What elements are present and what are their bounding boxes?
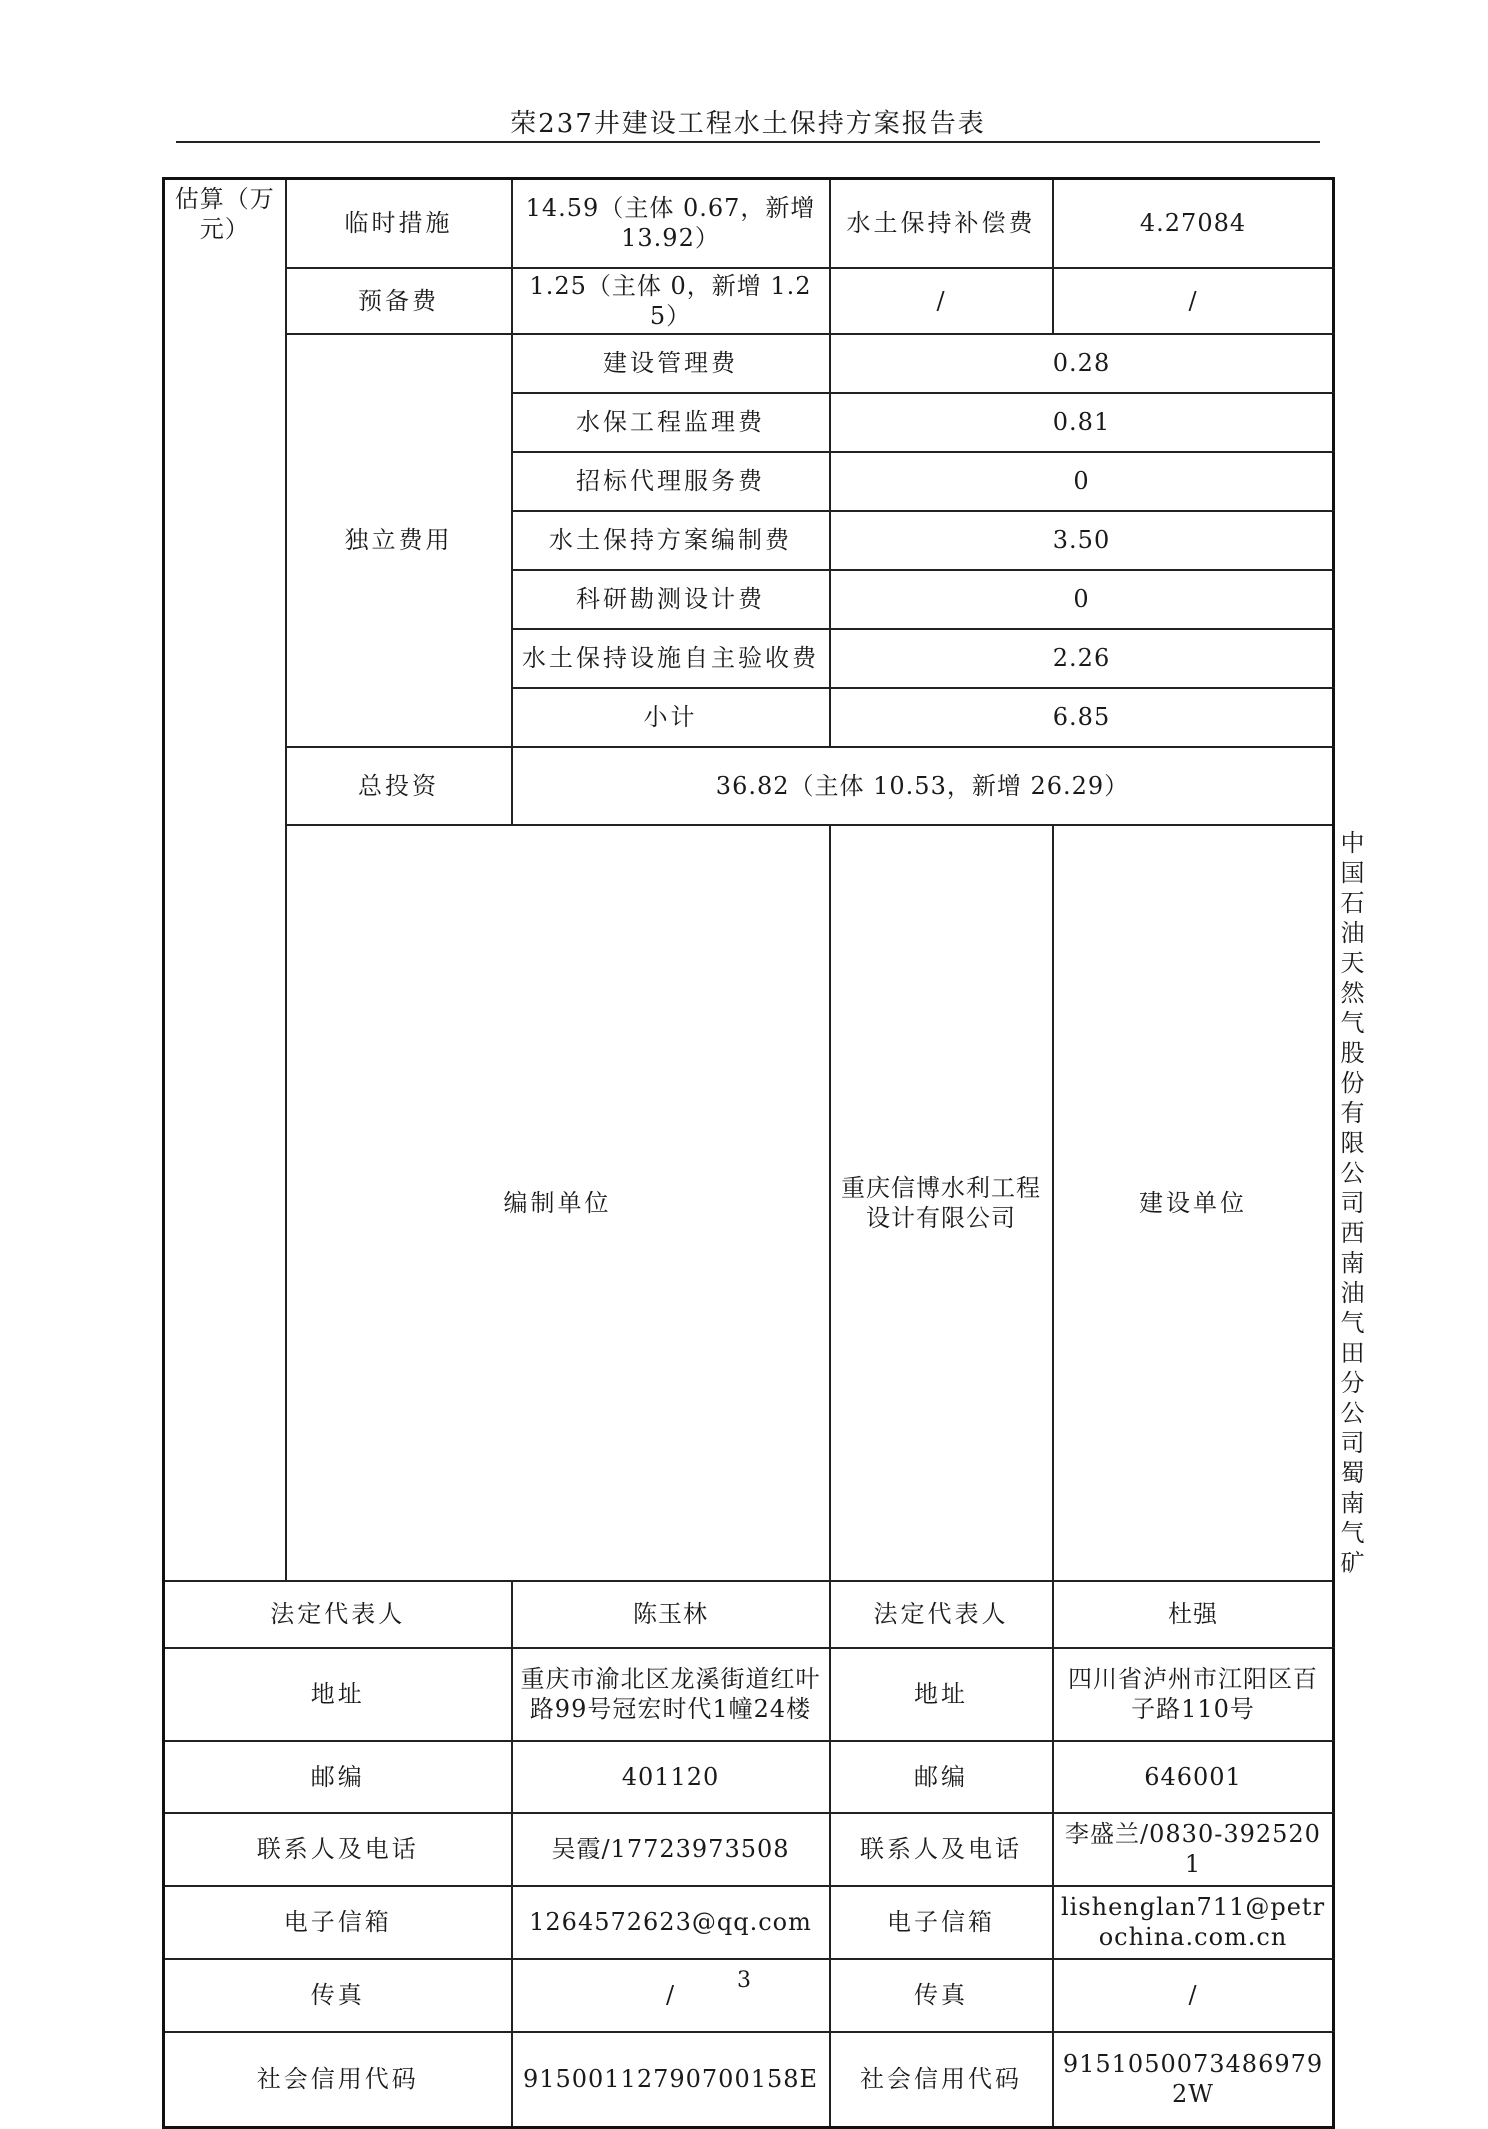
row-value: 401120 bbox=[512, 1741, 830, 1813]
header-divider bbox=[176, 141, 1320, 143]
total-investment-value: 36.82（主体 10.53，新增 26.29） bbox=[512, 747, 1334, 825]
independent-item-name: 水保工程监理费 bbox=[512, 393, 830, 452]
independent-item-value: 3.50 bbox=[830, 511, 1334, 570]
row-value: 陈玉林 bbox=[512, 1581, 830, 1648]
independent-fees-label: 独立费用 bbox=[286, 334, 512, 747]
row-label: 地址 bbox=[830, 1648, 1053, 1741]
total-investment-label: 总投资 bbox=[286, 747, 512, 825]
row-value: 重庆市渝北区龙溪街道红叶路99号冠宏时代1幢24楼 bbox=[512, 1648, 830, 1741]
row-value: 1264572623@qq.com bbox=[512, 1886, 830, 1959]
row-value: 吴霞/17723973508 bbox=[512, 1813, 830, 1886]
row-label: 传真 bbox=[830, 1959, 1053, 2032]
row-value: 91500112790700158E bbox=[512, 2032, 830, 2128]
reserve-empty-cell: / bbox=[830, 268, 1053, 334]
independent-item-value: 0 bbox=[830, 570, 1334, 629]
independent-item-value: 0.81 bbox=[830, 393, 1334, 452]
row-label: 联系人及电话 bbox=[830, 1813, 1053, 1886]
independent-item-value: 0.28 bbox=[830, 334, 1334, 393]
row-label: 电子信箱 bbox=[164, 1886, 512, 1959]
temporary-measures-label: 临时措施 bbox=[286, 179, 512, 268]
row-label: 电子信箱 bbox=[830, 1886, 1053, 1959]
row-label: 社会信用代码 bbox=[164, 2032, 512, 2128]
page-number: 3 bbox=[737, 1968, 751, 1993]
independent-subtotal-label: 小计 bbox=[512, 688, 830, 747]
independent-item-name: 招标代理服务费 bbox=[512, 452, 830, 511]
row-value: lishenglan711@petrochina.com.cn bbox=[1053, 1886, 1334, 1959]
compensation-fee-label: 水土保持补偿费 bbox=[830, 179, 1053, 268]
independent-subtotal-value: 6.85 bbox=[830, 688, 1334, 747]
reserve-fee-label: 预备费 bbox=[286, 268, 512, 334]
row-value: 四川省泸州市江阳区百子路110号 bbox=[1053, 1648, 1334, 1741]
row-value: / bbox=[512, 1959, 830, 2032]
row-value: 杜强 bbox=[1053, 1581, 1334, 1648]
report-table: 估算（万元） 临时措施 14.59（主体 0.67，新增 13.92） 水土保持补偿费 4.27084 预备费 1.25（主体 0，新增 1.25） / / 独立费用 建设管理费 0.28 水保工程监理费 0.81 招标代理服务费 0 水土保持方案编制费 3.50 科研勘测设计费 0 水土保持设施自主验收费 2.26 小计 6.85 总投资 36.82（主体 10.53，新增 26.29） 编制单位 重庆信博水利工程设计有限公司 建设单位 中国石油天然气股份有限公司西南油气田分公司蜀南气矿 法定代表人 陈玉林 法定代表人 杜强 地址 重庆市渝北区龙溪街道红叶路99号冠宏时代1幢24楼 地址 四川省泸州市江阳区百子路110号 邮编 401120 邮编 646001 联系人及电话 吴霞/17723973508 联系人及电话 李盛兰/0830-3925201 电子信箱 1264572623@qq.com 电子信箱 lishenglan711@petrochina.com.cn 传真 / 传真 / 社会信用代码 91500112790700158E 社会信用代码 91510500734869792W bbox=[162, 177, 1335, 2129]
row-value: 91510500734869792W bbox=[1053, 2032, 1334, 2128]
build-unit-label: 建设单位 bbox=[1053, 825, 1334, 1581]
row-value: / bbox=[1053, 1959, 1334, 2032]
reserve-fee-value: 1.25（主体 0，新增 1.25） bbox=[512, 268, 830, 334]
row-label: 联系人及电话 bbox=[164, 1813, 512, 1886]
row-label: 法定代表人 bbox=[164, 1581, 512, 1648]
independent-item-value: 0 bbox=[830, 452, 1334, 511]
row-label: 社会信用代码 bbox=[830, 2032, 1053, 2128]
report-title: 荣237井建设工程水土保持方案报告表 bbox=[510, 109, 986, 139]
independent-item-name: 水土保持设施自主验收费 bbox=[512, 629, 830, 688]
independent-item-name: 水土保持方案编制费 bbox=[512, 511, 830, 570]
row-label: 地址 bbox=[164, 1648, 512, 1741]
row-label: 法定代表人 bbox=[830, 1581, 1053, 1648]
row-label: 传真 bbox=[164, 1959, 512, 2032]
row-label: 邮编 bbox=[830, 1741, 1053, 1813]
row-label: 邮编 bbox=[164, 1741, 512, 1813]
compile-unit-label: 编制单位 bbox=[286, 825, 830, 1581]
row-value: 646001 bbox=[1053, 1741, 1334, 1813]
independent-item-name: 建设管理费 bbox=[512, 334, 830, 393]
independent-item-name: 科研勘测设计费 bbox=[512, 570, 830, 629]
temporary-measures-value: 14.59（主体 0.67，新增 13.92） bbox=[512, 179, 830, 268]
estimate-section-label: 估算（万元） bbox=[164, 179, 286, 1581]
compile-unit-value: 重庆信博水利工程设计有限公司 bbox=[830, 825, 1053, 1581]
reserve-empty-cell: / bbox=[1053, 268, 1334, 334]
independent-item-value: 2.26 bbox=[830, 629, 1334, 688]
row-value: 李盛兰/0830-3925201 bbox=[1053, 1813, 1334, 1886]
compensation-fee-value: 4.27084 bbox=[1053, 179, 1334, 268]
